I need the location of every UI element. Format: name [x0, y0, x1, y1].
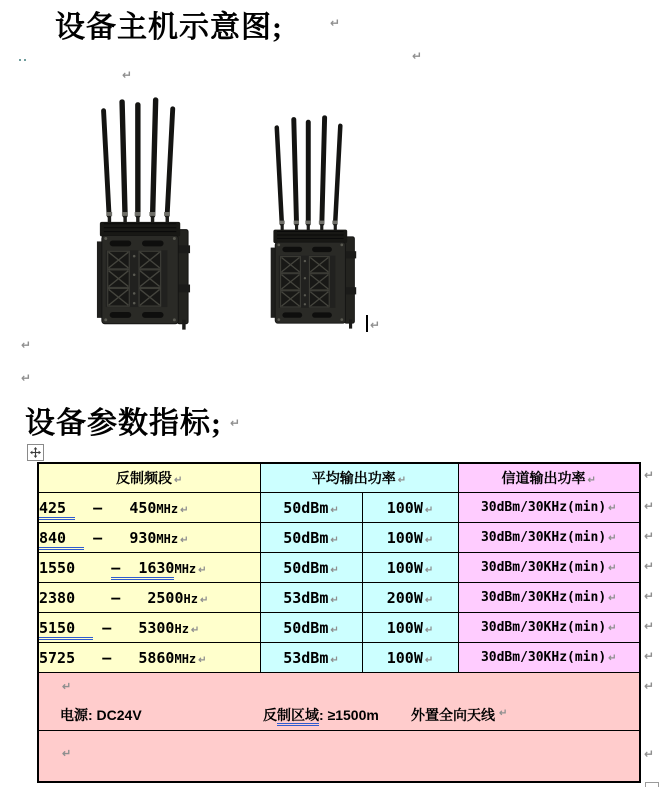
jam-area-segment: : ≥1500m: [319, 707, 379, 723]
freq-value: — 5860: [102, 648, 175, 667]
pilcrow-mark: ↵: [198, 654, 207, 666]
channel-power-cell: 30dBm/30KHz(min) ↵: [458, 523, 640, 553]
pilcrow-mark: ↵: [587, 475, 596, 486]
pilcrow-mark: ↵: [330, 504, 339, 516]
spec-row: [38, 493, 640, 523]
pilcrow-mark: ↵: [62, 748, 72, 760]
pilcrow-mark: ↵: [424, 654, 434, 666]
pilcrow-mark: ↵: [198, 564, 207, 576]
pilcrow-mark: ↵: [608, 563, 617, 574]
header-avg-power: 平均输出功率 ↵: [260, 463, 458, 493]
freq-unit: MHz: [174, 651, 197, 666]
freq-value: 2380: [39, 588, 112, 607]
pilcrow-mark: ↵: [644, 529, 655, 543]
spec-row: [38, 523, 640, 553]
freq-value: – 5300: [93, 618, 175, 637]
pilcrow-mark: ↵: [424, 624, 434, 636]
pilcrow-mark: ↵: [644, 559, 655, 573]
pilcrow-mark: ↵: [424, 534, 434, 546]
channel-power-cell: 30dBm/30KHz(min) ↵: [458, 613, 640, 643]
pilcrow-mark: ↵: [330, 594, 339, 606]
pilcrow-mark: ↵: [21, 371, 32, 385]
freq-range-cell: [38, 553, 260, 583]
jam-area-text: [263, 705, 379, 725]
freq-range-cell: [38, 493, 260, 523]
antenna-type-text: 外置全向天线: [411, 707, 495, 723]
freq-unit: Hz: [174, 621, 189, 636]
pilcrow-mark: ↵: [644, 619, 655, 633]
pilcrow-mark: ↵: [644, 468, 655, 482]
pilcrow-mark: ↵: [330, 654, 339, 666]
header-channel-power: 信道输出功率 ↵: [458, 463, 640, 493]
spec-row: [38, 553, 640, 583]
jam-area-segment: 反: [263, 707, 277, 723]
pilcrow-mark: ↵: [330, 624, 339, 636]
spec-table: [37, 462, 641, 783]
freq-value: – 1630: [111, 559, 174, 580]
freq-range-cell: [38, 613, 260, 643]
text-cursor: [366, 315, 368, 332]
avg-power-cell: 50dBm ↵: [260, 493, 362, 523]
peak-power-cell: 100W ↵: [362, 523, 458, 553]
avg-power-cell: 53dBm ↵: [260, 643, 362, 673]
pilcrow-mark: ↵: [644, 649, 655, 663]
device-photo-left: [94, 96, 192, 330]
four-arrows-icon: [30, 447, 41, 458]
table-move-handle-icon[interactable]: [27, 444, 44, 461]
freq-value: 5150: [39, 619, 93, 640]
device-photo-right: [268, 114, 358, 329]
pilcrow-mark: ↵: [397, 475, 407, 486]
pilcrow-mark: ↵: [644, 679, 655, 693]
page-title-device-diagram: 设备主机示意图;: [55, 11, 283, 44]
pilcrow-mark: ↵: [180, 534, 189, 546]
pilcrow-mark: ↵: [424, 594, 434, 606]
freq-value: –: [84, 528, 130, 547]
freq-value: 840: [39, 529, 84, 550]
avg-power-cell: 50dBm ↵: [260, 523, 362, 553]
pilcrow-mark: ↵: [424, 504, 434, 516]
freq-value: –: [75, 498, 130, 517]
freq-value: 450: [129, 498, 157, 517]
page-title-device-params: 设备参数指标;: [25, 407, 222, 440]
freq-unit: MHz: [156, 531, 179, 546]
pilcrow-mark: ↵: [199, 594, 209, 606]
freq-range-cell: [38, 523, 260, 553]
freq-range-cell: [38, 643, 260, 673]
channel-power-cell: 30dBm/30KHz(min) ↵: [458, 583, 640, 613]
pilcrow-mark: ↵: [330, 564, 339, 576]
freq-value: 5725: [39, 648, 103, 667]
freq-value: 1550: [39, 558, 112, 577]
pilcrow-mark: ↵: [644, 747, 655, 761]
avg-power-cell: 53dBm ↵: [260, 583, 362, 613]
pilcrow-mark: ↵: [644, 499, 655, 513]
freq-unit: MHz: [156, 501, 179, 516]
pilcrow-mark: ↵: [412, 49, 423, 63]
peak-power-cell: 100W ↵: [362, 553, 458, 583]
peak-power-cell: 200W ↵: [362, 583, 458, 613]
peak-power-cell: 100W ↵: [362, 643, 458, 673]
pilcrow-mark: ↵: [62, 681, 72, 693]
spec-header-row: [38, 463, 640, 493]
pilcrow-mark: ↵: [608, 653, 617, 664]
freq-unit: Hz: [183, 591, 198, 606]
spec-row: [38, 643, 640, 673]
pilcrow-mark: ↵: [608, 593, 617, 604]
pilcrow-mark: ↵: [370, 318, 381, 332]
footer-specs-cell: [38, 673, 640, 731]
freq-value: – 2500: [111, 588, 184, 607]
pilcrow-mark: ↵: [330, 534, 339, 546]
pilcrow-mark: ↵: [608, 503, 617, 514]
spec-row: [38, 583, 640, 613]
peak-power-cell: 100W ↵: [362, 493, 458, 523]
pilcrow-mark: ↵: [21, 338, 32, 352]
jam-area-segment: 制区域: [277, 707, 319, 726]
channel-power-cell: 30dBm/30KHz(min) ↵: [458, 493, 640, 523]
freq-unit: MHz: [174, 561, 197, 576]
peak-power-cell: 100W ↵: [362, 613, 458, 643]
pilcrow-mark: ↵: [330, 16, 341, 30]
pilcrow-mark: ↵: [180, 504, 189, 516]
pilcrow-mark: ↵: [174, 475, 183, 486]
pilcrow-mark: ↵: [608, 623, 617, 634]
spec-row: [38, 613, 640, 643]
header-freq-band: 反制频段 ↵: [38, 463, 260, 493]
footer-empty-cell: [38, 731, 640, 783]
freq-range-cell: [38, 583, 260, 613]
pilcrow-mark: ↵: [230, 416, 241, 430]
pilcrow-mark: ↵: [499, 708, 508, 719]
pilcrow-mark: ↵: [608, 533, 617, 544]
freq-value: 425: [39, 499, 75, 520]
freq-value: 930: [129, 528, 157, 547]
channel-power-cell: 30dBm/30KHz(min) ↵: [458, 553, 640, 583]
avg-power-cell: 50dBm ↵: [260, 553, 362, 583]
pilcrow-mark: ↵: [424, 564, 434, 576]
stray-dots-artifact: [19, 59, 31, 62]
table-resize-handle[interactable]: [645, 782, 659, 787]
pilcrow-mark: ↵: [644, 589, 655, 603]
pilcrow-mark: ↵: [122, 68, 133, 82]
channel-power-cell: 30dBm/30KHz(min) ↵: [458, 643, 640, 673]
avg-power-cell: 50dBm ↵: [260, 613, 362, 643]
power-supply-text: 电源: DC24V: [60, 707, 142, 723]
pilcrow-mark: ↵: [190, 624, 200, 636]
